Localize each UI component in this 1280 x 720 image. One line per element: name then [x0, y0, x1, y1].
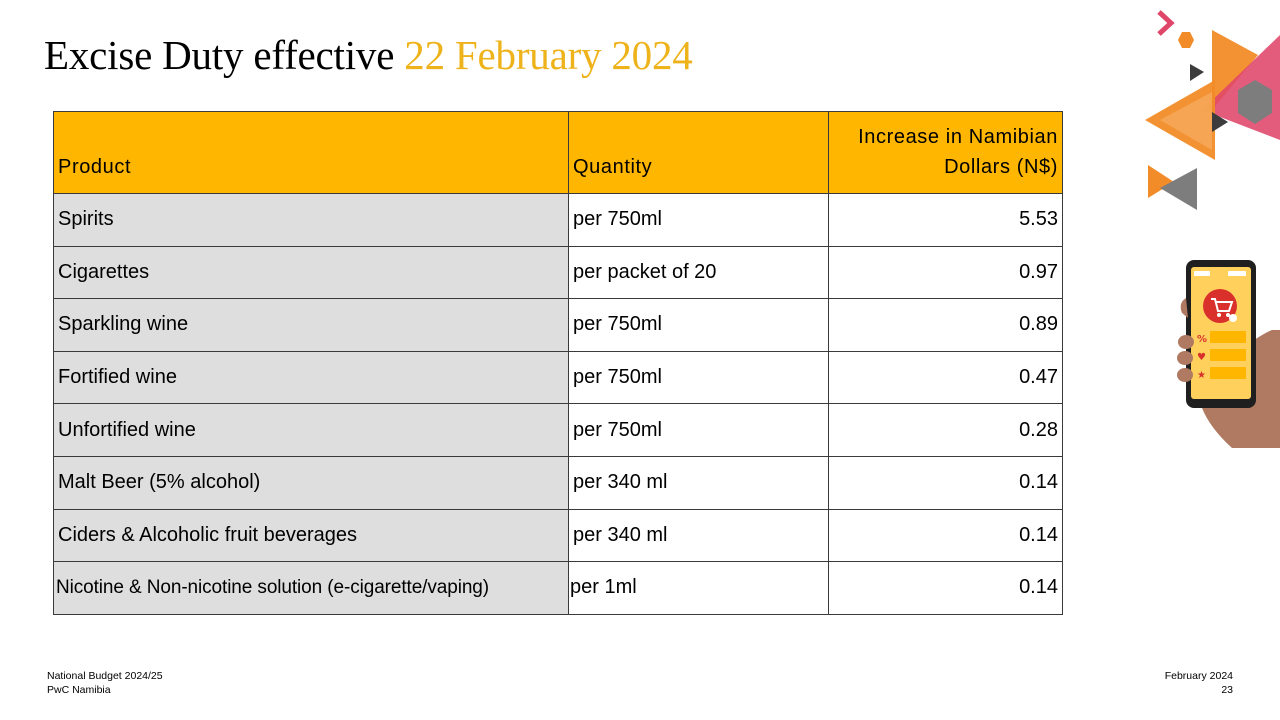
quantity-cell: per 340 ml [569, 456, 829, 509]
product-cell: Spirits [54, 194, 569, 247]
increase-cell: 0.14 [829, 562, 1063, 615]
table-row [54, 404, 1063, 457]
table-row [54, 456, 1063, 509]
quantity-cell: per packet of 20 [569, 246, 829, 299]
increase-cell: 0.89 [829, 299, 1063, 352]
product-cell: Ciders & Alcoholic fruit beverages [54, 509, 569, 562]
product-cell: Sparkling wine [54, 299, 569, 352]
table-header-row [54, 112, 1063, 194]
increase-cell: 0.28 [829, 404, 1063, 457]
table-row [54, 562, 1063, 615]
title-date: 22 February 2024 [404, 32, 693, 78]
svg-text:★: ★ [1197, 370, 1206, 381]
footer-company-label: PwC Namibia [47, 684, 111, 696]
product-cell: Nicotine & Non-nicotine solution (e-cigarette/vaping) [54, 562, 569, 615]
quantity-cell: per 750ml [569, 404, 829, 457]
product-cell: Cigarettes [54, 246, 569, 299]
increase-cell: 0.97 [829, 246, 1063, 299]
title-main: Excise Duty effective [44, 32, 405, 78]
table-row [54, 509, 1063, 562]
table-row [54, 246, 1063, 299]
increase-cell: 0.14 [829, 509, 1063, 562]
table-row [54, 351, 1063, 404]
header-quantity: Quantity [569, 112, 829, 194]
product-cell: Unfortified wine [54, 404, 569, 457]
excise-duty-table-container [53, 111, 1062, 615]
excise-duty-table [53, 111, 1063, 615]
increase-cell: 0.47 [829, 351, 1063, 404]
increase-cell: 5.53 [829, 194, 1063, 247]
quantity-cell: per 750ml [569, 351, 829, 404]
table-row [54, 299, 1063, 352]
product-cell: Malt Beer (5% alcohol) [54, 456, 569, 509]
quantity-cell: per 750ml [569, 194, 829, 247]
quantity-cell: per 1ml [569, 562, 829, 615]
header-increase: Increase in Namibian Dollars (N$) [829, 112, 1063, 194]
svg-text:%: % [1197, 334, 1208, 345]
footer-right [1165, 669, 1233, 697]
geometric-shapes-icon [1140, 0, 1280, 215]
quantity-cell: per 340 ml [569, 509, 829, 562]
table-row [54, 194, 1063, 247]
footer-budget-label: National Budget 2024/25 [47, 670, 163, 682]
quantity-cell: per 750ml [569, 299, 829, 352]
increase-cell: 0.14 [829, 456, 1063, 509]
svg-text:♥: ♥ [1197, 352, 1206, 363]
shopping-phone-icon [1172, 258, 1280, 450]
header-product: Product [54, 112, 569, 194]
product-cell: Fortified wine [54, 351, 569, 404]
footer-date-label: February 2024 [1164, 670, 1233, 682]
slide-title [44, 30, 693, 80]
page-number: 23 [1221, 684, 1233, 696]
footer-left [47, 669, 163, 697]
